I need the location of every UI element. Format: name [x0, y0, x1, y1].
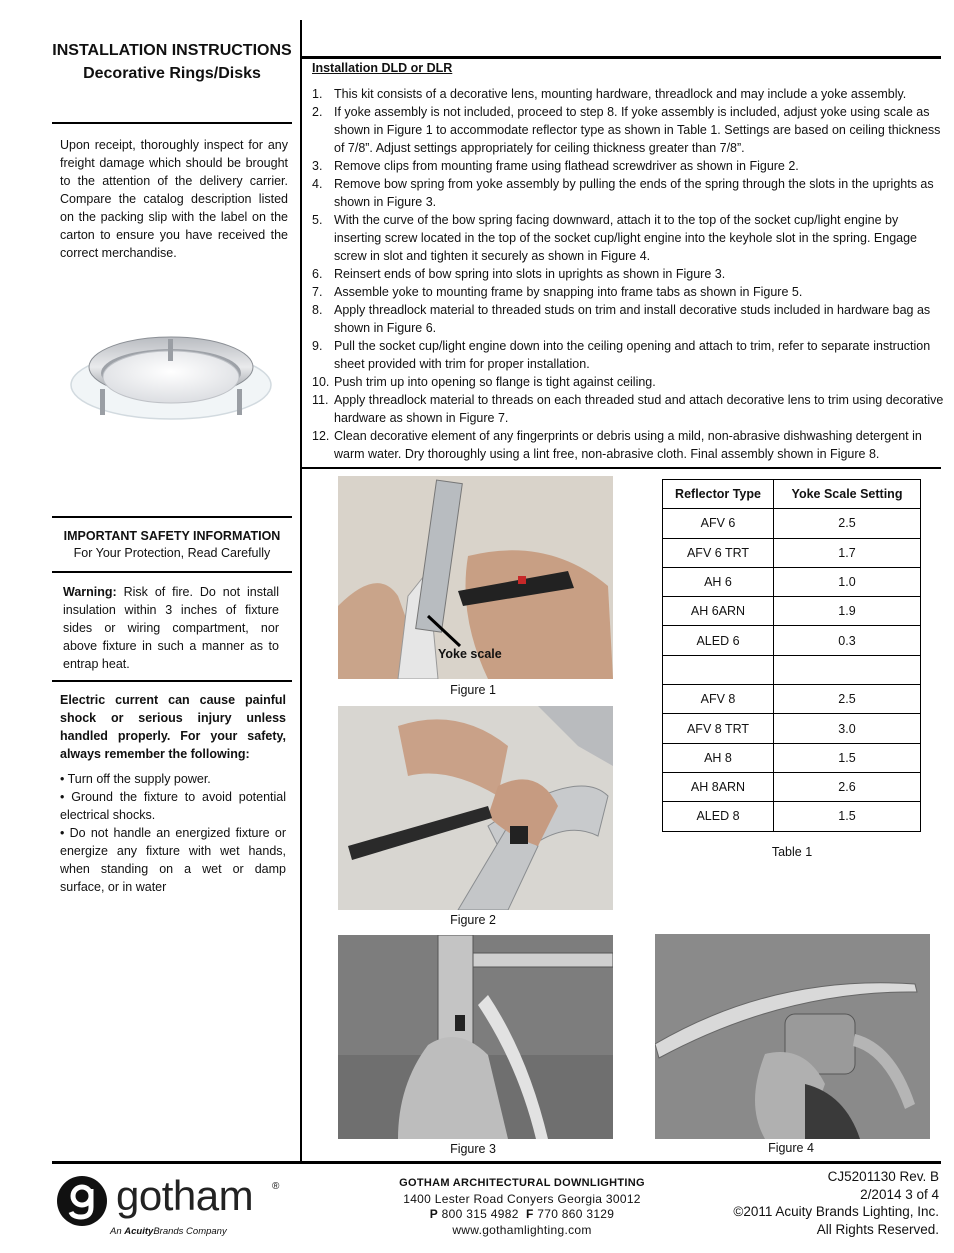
table-row — [663, 655, 921, 684]
column-header: Reflector Type — [663, 480, 774, 509]
logo-registered-mark: ® — [272, 1181, 280, 1192]
step-number: 5. — [312, 213, 323, 227]
table-row — [663, 802, 921, 831]
table-cell — [663, 655, 774, 684]
left-rule-3 — [52, 571, 292, 573]
figure-2-illustration — [338, 706, 613, 910]
left-rule-4 — [52, 680, 292, 682]
table-row — [663, 567, 921, 596]
table-cell: 3.0 — [774, 714, 921, 743]
table-header-row — [663, 480, 921, 509]
section-title: Installation DLD or DLR — [312, 61, 453, 75]
table-row — [663, 597, 921, 626]
page-subtitle: Decorative Rings/Disks — [83, 65, 261, 82]
table-row — [663, 685, 921, 714]
safety-subheading: For Your Protection, Read Carefully — [73, 546, 271, 560]
step-text: Push trim up into opening so flange is tight against ceiling. — [334, 375, 656, 389]
table-cell: 1.7 — [774, 538, 921, 567]
table-cell: AFV 6 TRT — [663, 538, 774, 567]
step-number: 11. — [312, 393, 329, 407]
step-text: Apply threadlock material to threads on each threaded stud and attach decorative lens to trim using decorative hardware as shown in Figure 7. — [334, 393, 944, 425]
warning-label: Warning: — [63, 585, 117, 599]
figure-4-photo — [655, 934, 930, 1139]
figure-2-photo — [338, 706, 613, 910]
table-cell: AFV 8 — [663, 685, 774, 714]
figure-3-photo — [338, 935, 613, 1139]
warning-paragraph — [63, 583, 279, 673]
doc-number: CJ5201130 Rev. B — [827, 1169, 939, 1184]
column-divider — [300, 20, 302, 1162]
table-cell: ALED 8 — [663, 802, 774, 831]
table-cell: AFV 6 — [663, 509, 774, 538]
step-number: 6. — [312, 267, 323, 281]
gotham-g-icon — [56, 1175, 108, 1227]
step-number: 12. — [312, 429, 330, 443]
step-text: Clean decorative element of any fingerprints or debris using a mild, non-abrasive dishwashing detergent in warm water. Dry thoroughly using a lint free, non-abrasive cloth. Final assembly shown in Figure 8. — [334, 429, 922, 461]
list-item — [312, 283, 946, 301]
product-image — [66, 325, 276, 437]
top-rule — [302, 56, 941, 59]
figure-3-illustration — [338, 935, 613, 1139]
list-item: • Ground the fixture to avoid potential electrical shocks. — [60, 790, 286, 822]
table-cell: AH 8ARN — [663, 772, 774, 801]
company-phones — [392, 1207, 652, 1223]
table-row — [663, 626, 921, 655]
table-cell: 2.6 — [774, 772, 921, 801]
document-info — [700, 1168, 939, 1238]
electric-warning: Electric current can cause painful shock or serious injury unless handled properly. For your safety, always remember the following: — [60, 693, 286, 761]
tagline-brand: Acuity — [124, 1226, 154, 1237]
figure-4-illustration — [655, 934, 930, 1139]
list-item: • Turn off the supply power. — [60, 772, 211, 786]
step-text: If yoke assembly is not included, proceed to step 8. If yoke assembly is included, adjust yoke using scale as shown in Figure 1 to accommodate reflector type as shown in Table 1. Settings are based on ceiling thickness of 7/8”. Adjust settings appropriately for ceiling thickness greater than 7/8”. — [334, 105, 941, 155]
step-number: 4. — [312, 177, 323, 191]
left-rule-1 — [52, 122, 292, 124]
table-cell: AH 6ARN — [663, 597, 774, 626]
list-item — [312, 373, 946, 391]
instruction-steps — [312, 85, 946, 463]
phone-number: 800 315 4982 — [441, 1207, 519, 1221]
footer-rule — [52, 1161, 941, 1164]
step-number: 2. — [312, 105, 323, 119]
step-number: 8. — [312, 303, 323, 317]
rights: All Rights Reserved. — [816, 1221, 939, 1237]
table-cell: AH 6 — [663, 567, 774, 596]
list-item — [312, 85, 946, 103]
table-cell: ALED 6 — [663, 626, 774, 655]
copyright: ©2011 Acuity Brands Lighting, Inc. — [733, 1204, 939, 1219]
safety-heading-block — [52, 528, 292, 562]
figure-1-photo — [338, 476, 613, 679]
mid-rule — [302, 467, 941, 469]
step-text: Assemble yoke to mounting frame by snapping into frame tabs as shown in Figure 5. — [334, 285, 803, 299]
table-cell: 0.3 — [774, 626, 921, 655]
step-number: 10. — [312, 375, 330, 389]
step-text: Remove clips from mounting frame using flathead screwdriver as shown in Figure 2. — [334, 159, 799, 173]
table-row — [663, 714, 921, 743]
table-cell: 1.9 — [774, 597, 921, 626]
yoke-scale-label: Yoke scale — [438, 647, 502, 661]
step-number: 3. — [312, 159, 323, 173]
list-item — [312, 175, 946, 211]
figure-1-caption: Figure 1 — [450, 683, 496, 697]
list-item — [312, 301, 946, 337]
left-rule-2 — [52, 516, 292, 518]
list-item — [312, 103, 946, 157]
table-cell — [774, 655, 921, 684]
step-text: Pull the socket cup/light engine down into the ceiling opening and attach to trim, refer to separate instruction sheet provided with trim for proper installation. — [334, 339, 931, 371]
table-cell: 1.5 — [774, 802, 921, 831]
safety-heading: IMPORTANT SAFETY INFORMATION — [63, 529, 281, 543]
figure-3-caption: Figure 3 — [450, 1142, 496, 1156]
logo-tagline — [110, 1226, 227, 1237]
list-item — [312, 391, 946, 427]
figure-4-caption: Figure 4 — [768, 1141, 814, 1155]
list-item — [312, 337, 946, 373]
table-cell: AH 8 — [663, 743, 774, 772]
logo-wordmark: gotham — [116, 1172, 254, 1219]
table-cell: AFV 8 TRT — [663, 714, 774, 743]
table-row — [663, 743, 921, 772]
reflector-table — [662, 479, 921, 832]
table-cell: 1.0 — [774, 567, 921, 596]
fax-label: F — [525, 1207, 534, 1221]
safety-bullets — [60, 770, 286, 896]
company-website[interactable]: www.gothamlighting.com — [452, 1222, 592, 1237]
date-page: 2/2014 3 of 4 — [860, 1186, 939, 1202]
table-row — [663, 772, 921, 801]
step-text: This kit consists of a decorative lens, mounting hardware, threadlock and may include a yoke assembly. — [334, 87, 907, 101]
intro-paragraph: Upon receipt, thoroughly inspect for any freight damage which should be brought to the attention of the delivery carrier. Compare the catalog description listed on the packing slip with the label on the carton to ensure you have received the correct merchandise. — [60, 138, 288, 260]
list-item — [312, 211, 946, 265]
step-text: Apply threadlock material to threaded studs on trim and install decorative studs included in hardware bag as shown in Figure 6. — [334, 303, 931, 335]
warning-text: Risk of fire. Do not install insulation within 3 inches of fixture sides or wiring compartment, nor above fixture in such a manner as to entrap heat. — [63, 585, 279, 671]
fax-number: 770 860 3129 — [537, 1207, 615, 1221]
page-title: INSTALLATION INSTRUCTIONS — [52, 42, 292, 59]
step-number: 1. — [312, 87, 323, 101]
figure-2-caption: Figure 2 — [450, 913, 496, 927]
table-row — [663, 509, 921, 538]
phone-label: P — [429, 1207, 439, 1221]
company-contact-block — [392, 1176, 652, 1238]
tagline-prefix: An — [110, 1226, 122, 1237]
company-name: GOTHAM ARCHITECTURAL DOWNLIGHTING — [399, 1177, 645, 1189]
tagline-suffix: Brands Company — [153, 1226, 227, 1237]
step-number: 9. — [312, 339, 323, 353]
table-caption: Table 1 — [771, 845, 813, 859]
step-number: 7. — [312, 285, 323, 299]
table-row — [663, 538, 921, 567]
step-text: With the curve of the bow spring facing downward, attach it to the top of the socket cup/light engine by inserting screw located in the top of the socket cup/light engine into the keyhole slot in the spring. Engage screw in slot and tighten it securely as shown in Figure 4. — [334, 213, 918, 263]
table-cell: 2.5 — [774, 509, 921, 538]
list-item — [312, 427, 946, 463]
list-item — [312, 265, 946, 283]
step-text: Remove bow spring from yoke assembly by pulling the ends of the spring through the slots in the uprights as shown in Figure 3. — [334, 177, 934, 209]
company-address: 1400 Lester Road Conyers Georgia 30012 — [403, 1191, 641, 1206]
step-text: Reinsert ends of bow spring into slots in uprights as shown in Figure 3. — [334, 267, 726, 281]
column-header: Yoke Scale Setting — [774, 480, 921, 509]
list-item — [312, 157, 946, 175]
table-cell: 1.5 — [774, 743, 921, 772]
gotham-logo — [56, 1172, 296, 1239]
list-item: • Do not handle an energized fixture or energize any fixture with wet hands, when standing on a wet or damp surface, or in water — [60, 826, 286, 894]
table-cell: 2.5 — [774, 685, 921, 714]
